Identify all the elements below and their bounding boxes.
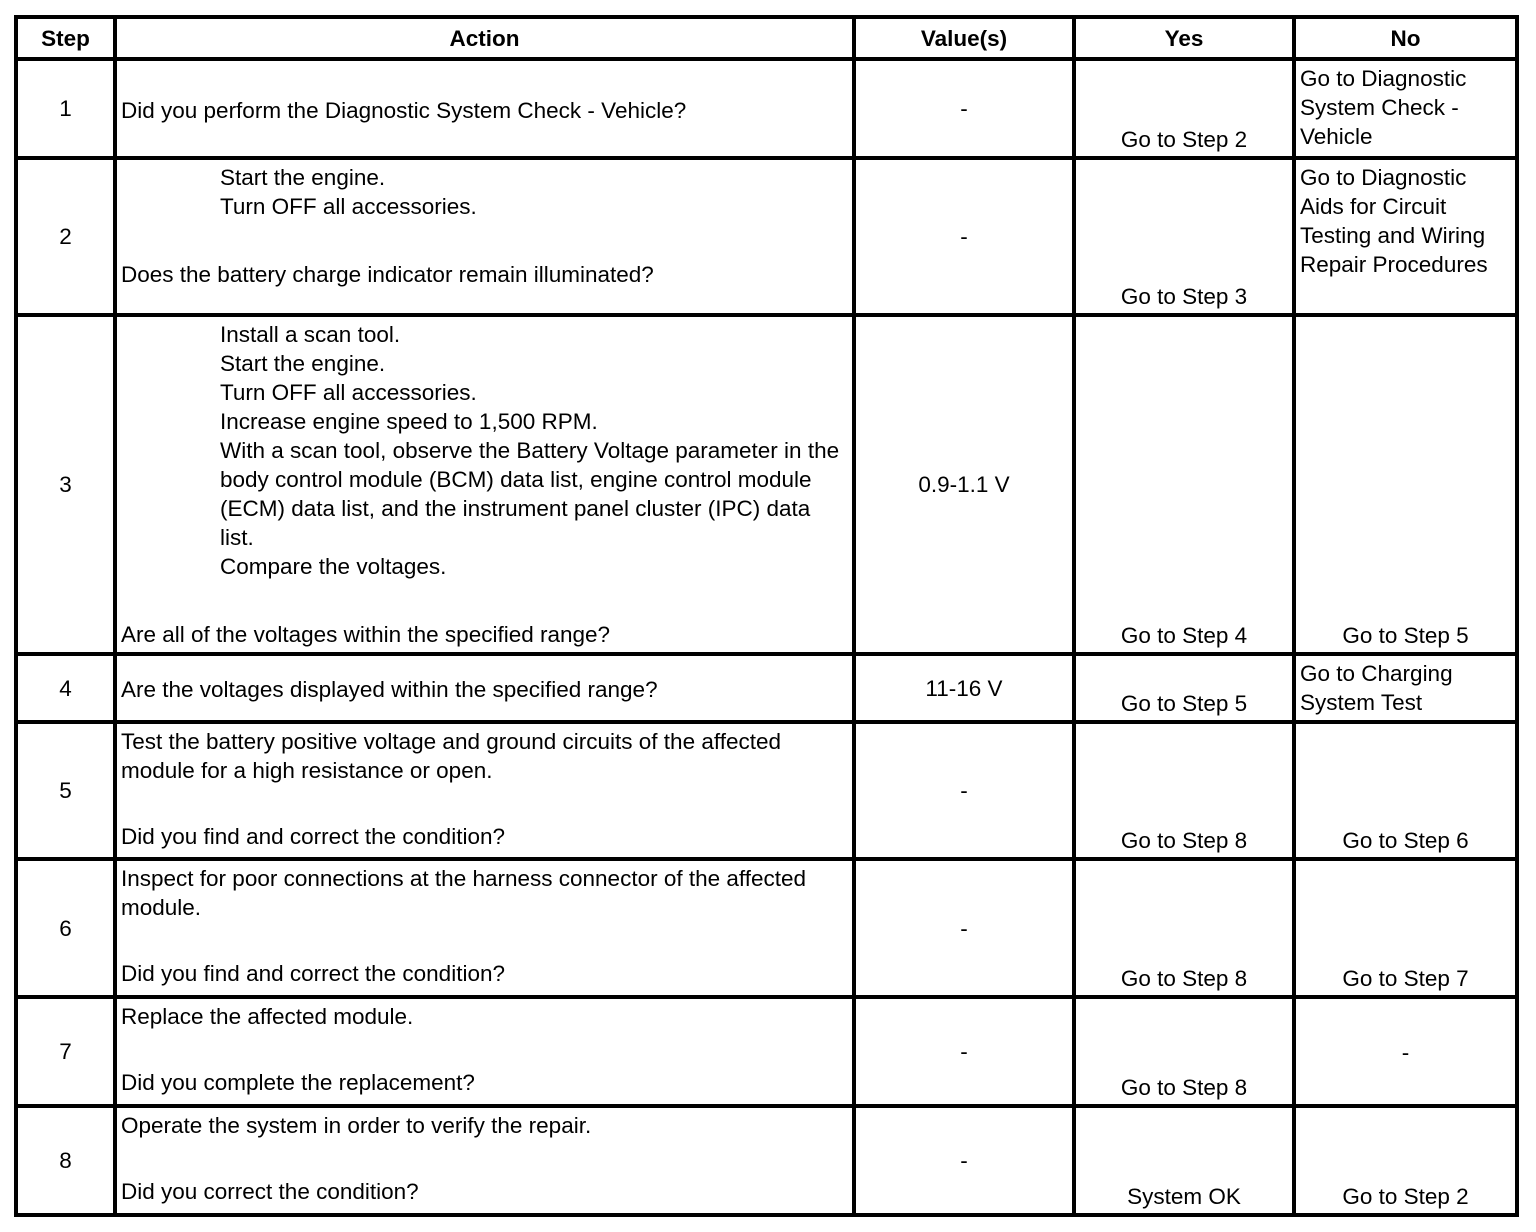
no-cell: Go to Diagnostic Aids for Circuit Testing and Wiring Repair Procedures	[1294, 158, 1517, 315]
header-values: Value(s)	[854, 17, 1074, 59]
yes-cell: System OK	[1074, 1106, 1294, 1215]
action-cell	[115, 1106, 854, 1215]
action-step: With a scan tool, observe the Battery Voltage parameter in the body control module (BCM) data list, engine control module (ECM) data list, and the instrument panel cluster (IPC) data list.	[220, 438, 840, 550]
step-number: 2	[16, 158, 115, 315]
yes-cell: Go to Step 2	[1074, 59, 1294, 158]
action-question: Did you complete the replacement?	[121, 1070, 475, 1095]
action-cell	[115, 315, 854, 654]
step-number: 6	[16, 859, 115, 997]
step-number: 1	[16, 59, 115, 158]
action-step: Turn OFF all accessories.	[220, 380, 477, 405]
action-text: Test the battery positive voltage and ground circuits of the affected module for a high resistance or open.	[121, 729, 781, 783]
action-cell	[115, 722, 854, 859]
values-cell: -	[854, 722, 1074, 859]
table-row	[16, 315, 1517, 654]
action-question: Did you find and correct the condition?	[121, 961, 505, 986]
values-cell: -	[854, 997, 1074, 1106]
action-question: Does the battery charge indicator remain illuminated?	[121, 262, 654, 287]
action-question: Are the voltages displayed within the specified range?	[121, 677, 658, 702]
action-text: Replace the affected module.	[121, 1004, 414, 1029]
table-row	[16, 722, 1517, 859]
action-step: Increase engine speed to 1,500 RPM.	[220, 409, 598, 434]
no-cell: Go to Step 6	[1294, 722, 1517, 859]
no-cell: -	[1294, 997, 1517, 1106]
values-cell: -	[854, 158, 1074, 315]
action-step: Turn OFF all accessories.	[220, 194, 477, 219]
values-cell: -	[854, 859, 1074, 997]
step-number: 8	[16, 1106, 115, 1215]
step-number: 5	[16, 722, 115, 859]
header-no: No	[1294, 17, 1517, 59]
action-step: Compare the voltages.	[220, 554, 447, 579]
no-cell: Go to Step 7	[1294, 859, 1517, 997]
action-question: Did you perform the Diagnostic System Check - Vehicle?	[121, 97, 687, 123]
values-cell: 0.9-1.1 V	[854, 315, 1074, 654]
yes-cell: Go to Step 8	[1074, 997, 1294, 1106]
yes-cell: Go to Step 3	[1074, 158, 1294, 315]
action-text: Inspect for poor connections at the harness connector of the affected module.	[121, 866, 807, 920]
step-number: 4	[16, 654, 115, 722]
header-action: Action	[115, 17, 854, 59]
action-cell	[115, 997, 854, 1106]
yes-cell: Go to Step 8	[1074, 859, 1294, 997]
action-step: Start the engine.	[220, 351, 386, 376]
header-yes: Yes	[1074, 17, 1294, 59]
yes-cell: Go to Step 5	[1074, 654, 1294, 722]
no-cell: Go to Step 5	[1294, 315, 1517, 654]
action-step: Start the engine.	[220, 165, 386, 190]
no-cell: Go to Step 2	[1294, 1106, 1517, 1215]
values-cell: 11-16 V	[854, 654, 1074, 722]
no-cell: Go to Charging System Test	[1294, 654, 1517, 722]
table-row	[16, 59, 1517, 158]
values-cell: -	[854, 59, 1074, 158]
no-cell: Go to Diagnostic System Check - Vehicle	[1294, 59, 1517, 158]
yes-cell: Go to Step 8	[1074, 722, 1294, 859]
table-row	[16, 1106, 1517, 1215]
table-row	[16, 158, 1517, 315]
action-cell	[115, 859, 854, 997]
action-step: Install a scan tool.	[220, 322, 401, 347]
action-question: Are all of the voltages within the specified range?	[121, 622, 611, 647]
step-number: 3	[16, 315, 115, 654]
action-question: Did you find and correct the condition?	[121, 824, 505, 849]
action-cell	[115, 654, 854, 722]
table-row	[16, 859, 1517, 997]
action-cell	[115, 59, 854, 158]
diagnostic-table	[14, 15, 1519, 1217]
header-row	[16, 17, 1517, 59]
action-question: Did you correct the condition?	[121, 1179, 419, 1204]
table-row	[16, 997, 1517, 1106]
step-number: 7	[16, 997, 115, 1106]
header-step: Step	[16, 17, 115, 59]
action-cell	[115, 158, 854, 315]
table-row	[16, 654, 1517, 722]
action-text: Operate the system in order to verify the repair.	[121, 1113, 592, 1138]
values-cell: -	[854, 1106, 1074, 1215]
yes-cell: Go to Step 4	[1074, 315, 1294, 654]
